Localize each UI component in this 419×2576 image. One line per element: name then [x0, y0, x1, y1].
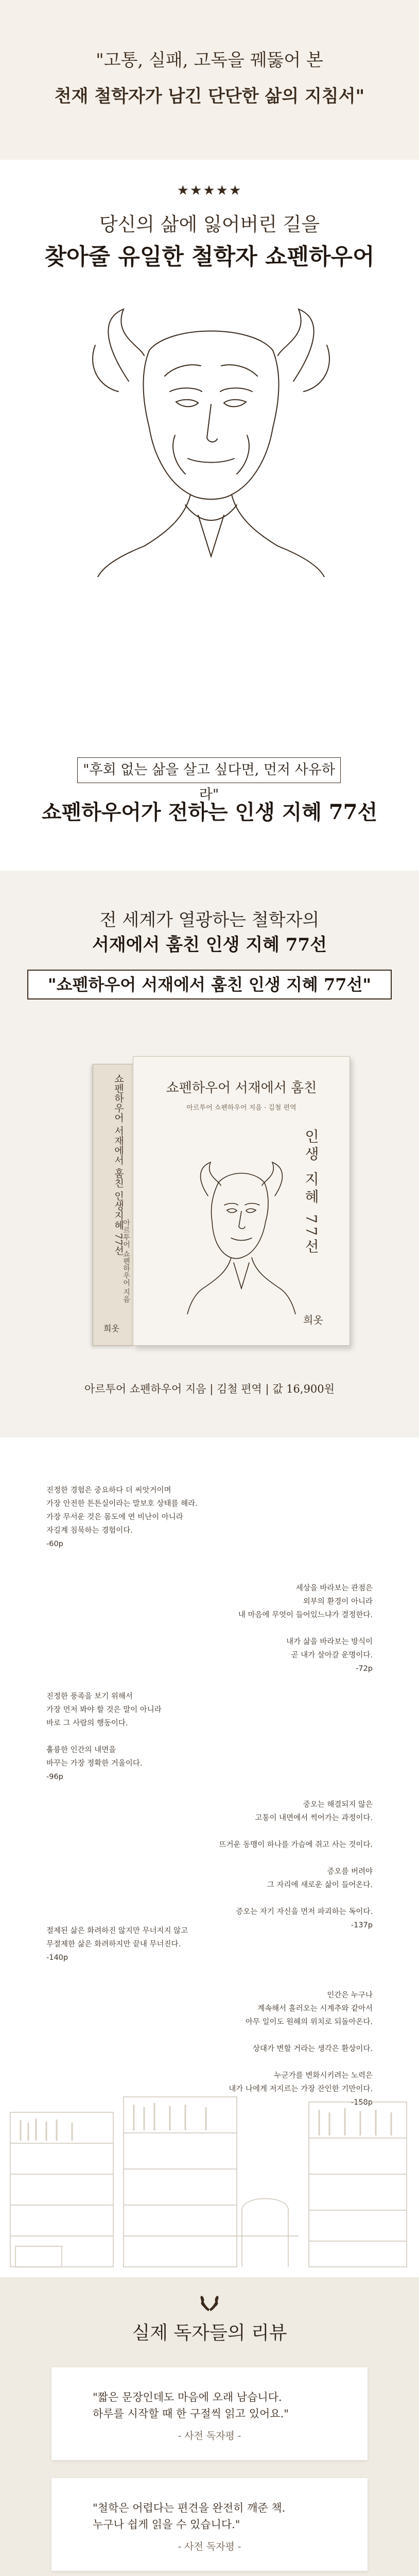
review-text: "철학은 어렵다는 편견을 완전히 깨준 책. 누구나 쉽게 읽을 수 있습니다." — [93, 2502, 286, 2531]
book-intro-line2: 서재에서 훔친 인생 지혜 77선 — [92, 935, 327, 955]
review-author: - 사전 독자평 - — [178, 2541, 241, 2552]
cover-publisher-mark: 희옷 — [303, 1314, 323, 1326]
hero-headline-line2: 찾아줄 유일한 철학자 쇼펜하우어 — [44, 244, 375, 270]
quote-item: 세상을 바라보는 관점은 외부의 환경이 아니라 내 마음에 무엇이 들어있느냐가 결정한다. 내가 삶을 바라보는 방식이 곧 내가 살아갈 운명이다. -72p — [238, 1584, 373, 1673]
rating-stars: ★★★★★ — [177, 183, 242, 198]
book-title-box — [27, 970, 392, 999]
cover-portrait-illustration — [182, 1155, 301, 1314]
book-info: 아르투어 쇼펜하우어 지음 | 김철 편역 | 값 16,900원 — [84, 1383, 335, 1395]
schopenhauer-portrait-illustration — [67, 289, 355, 577]
hero-quote-band — [0, 0, 419, 160]
spine-publisher-mark: 희옷 — [103, 1324, 119, 1333]
hero-quote-line1: "고통, 실패, 고독을 꿰뚫어 본 — [96, 50, 323, 71]
quote-item: 중오는 해결되지 않은 고통이 내면에서 썩어가는 과정이다. 뜨거운 동맹이 하나를 가슴에 쥐고 사는 것이다. 증오를 버려야 그 자리에 새로운 삶이 들어온다. 증오는 자기 자신을 먼저 파괴하는 독이다. -137p — [219, 1801, 373, 1929]
book-title-boxed: "쇼펜하우어 서재에서 훔친 인생 지혜 77선" — [47, 975, 372, 994]
reviews-section — [0, 2277, 419, 2576]
laurel-icon — [194, 2292, 225, 2312]
intro-subtitle: 쇼펜하우어가 전하는 인생 지혜 77선 — [41, 800, 378, 824]
cover-subtitle: 아르투어 쇼펜하우어 지음 · 김철 편역 — [186, 1104, 296, 1112]
hero-quote-line2: 천재 철학자가 남긴 단단한 삶의 지침서" — [54, 86, 365, 107]
review-card — [51, 2478, 368, 2571]
reviews-title: 실제 독자들의 리뷰 — [132, 2323, 287, 2344]
intro-quote-box — [77, 757, 341, 803]
library-illustration — [0, 2081, 419, 2277]
spine-title: 쇼펜하우어 서재에서 훔친 인생지혜 77선 — [113, 1074, 124, 1256]
quote-item: 진정한 경험은 중요하다 더 씨앗거이며 가장 안전한 튼튼실이라는 말보호 상태를 해라. 가장 무서운 것은 몸도에 연 비난이 아니라 자길계 침묵하는 경험이다. -60p — [46, 1486, 198, 1548]
quote-item: 인간은 누구나 계속해서 흘러오는 시계추와 같아서 아무 일이도 원해의 위치로 되돌아온다. 상대가 변할 거라는 생각은 환상이다. 누군가를 변화시키려는 노력은 내가 나에게 저지르는 가장 잔인한 기만이다. -158p — [229, 1991, 373, 2107]
cover-vertical-title: 인생 지혜 77선 — [303, 1129, 320, 1257]
hero-headline-line1: 당신의 삶에 잃어버린 길을 — [99, 213, 320, 235]
book-intro-line1: 전 세계가 열광하는 철학자의 — [99, 910, 320, 930]
review-text: "짧은 문장인데도 마음에 오래 남습니다. 하루를 시작할 때 한 구절씩 읽고 있어요." — [93, 2391, 289, 2420]
spine-author: 아르투어 쇼펜하우어 지음 — [122, 1219, 130, 1303]
quotes-section — [0, 1443, 419, 2277]
book-3d-image — [93, 1056, 350, 1345]
quote-item: 절제된 삶은 화려하진 않지만 무너지지 않고 무절제한 삶은 화려하지만 끝내 무너진다. -140p — [46, 1927, 188, 1962]
cover-title: 쇼펜하우어 서재에서 훔친 — [166, 1080, 317, 1096]
review-card — [51, 2367, 368, 2460]
intro-quote: "후회 없는 삶을 살고 싶다면, 먼저 사유하라" — [83, 762, 335, 803]
book-cover — [133, 1056, 350, 1346]
book-spine — [93, 1064, 134, 1346]
review-author: - 사전 독자평 - — [178, 2430, 241, 2442]
quote-item: 진정한 풍족을 보기 위해서 가장 먼저 봐야 할 것은 말이 아니라 바로 그 사람의 행동이다. 훌륭한 인간의 내면을 바꾸는 가장 정확한 거울이다. -96p — [46, 1692, 162, 1781]
